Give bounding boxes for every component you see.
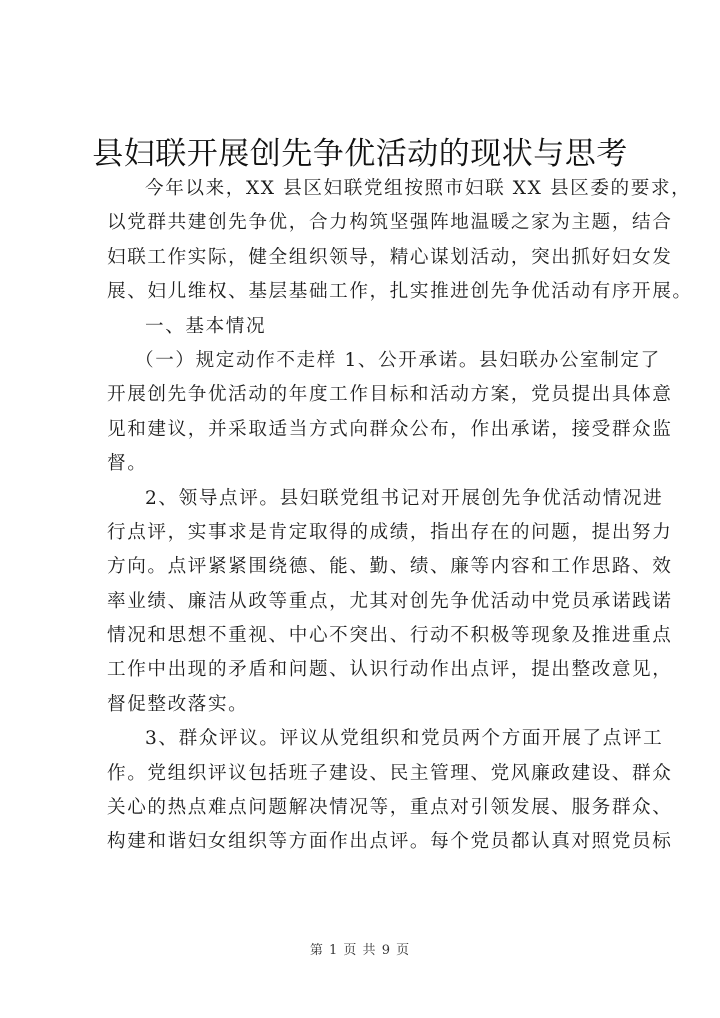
document-body bbox=[107, 172, 693, 860]
paragraph-line: 2、领导点评。县妇联党组书记对开展创先争优活动情况进 bbox=[145, 487, 664, 509]
paragraph-line: 工作中出现的矛盾和问题、认识行动作出点评，提出整改意见， bbox=[107, 659, 673, 681]
paragraph-line: （一）规定动作不走样 1、公开承诺。县妇联办公室制定了 bbox=[135, 349, 661, 371]
paragraph-line: 督。 bbox=[107, 453, 148, 475]
paragraph-line: 行点评，实事求是肯定取得的成绩，指出存在的问题，提出努力 bbox=[107, 521, 673, 543]
paragraph-line: 作。党组织评议包括班子建设、民主管理、党风廉政建设、群众 bbox=[107, 762, 673, 784]
paragraph-line: 开展创先争优活动的年度工作目标和活动方案，党员提出具体意 bbox=[107, 384, 673, 406]
document-title: 县妇联开展创先争优活动的现状与思考 bbox=[92, 136, 628, 172]
paragraph-line: 情况和思想不重视、中心不突出、行动不积极等现象及推进重点 bbox=[107, 625, 673, 647]
paragraph-line: 构建和谐妇女组织等方面作出点评。每个党员都认真对照党员标 bbox=[107, 831, 673, 853]
paragraph-line: 方向。点评紧紧围绕德、能、勤、绩、廉等内容和工作思路、效 bbox=[107, 556, 673, 578]
paragraph-line: 3、群众评议。评议从党组织和党员两个方面开展了点评工 bbox=[145, 728, 664, 750]
paragraph-line: 展、妇儿维权、基层基础工作，扎实推进创先争优活动有序开展。 bbox=[107, 281, 693, 303]
section-heading: 一、基本情况 bbox=[145, 315, 267, 337]
paragraph-line: 以党群共建创先争优，合力构筑坚强阵地温暖之家为主题，结合 bbox=[107, 212, 673, 234]
page-number-footer: 第 1 页 共 9 页 bbox=[309, 943, 411, 958]
paragraph-line: 关心的热点难点问题解决情况等，重点对引领发展、服务群众、 bbox=[107, 797, 673, 819]
paragraph-line: 见和建议，并采取适当方式向群众公布，作出承诺，接受群众监 bbox=[107, 418, 673, 440]
paragraph-line: 率业绩、廉洁从政等重点，尤其对创先争优活动中党员承诺践诺 bbox=[107, 590, 673, 612]
paragraph-line: 今年以来，XX 县区妇联党组按照市妇联 XX 县区委的要求， bbox=[145, 178, 692, 199]
paragraph-line: 督促整改落实。 bbox=[107, 693, 249, 715]
paragraph-line: 妇联工作实际，健全组织领导，精心谋划活动，突出抓好妇女发 bbox=[107, 246, 673, 268]
